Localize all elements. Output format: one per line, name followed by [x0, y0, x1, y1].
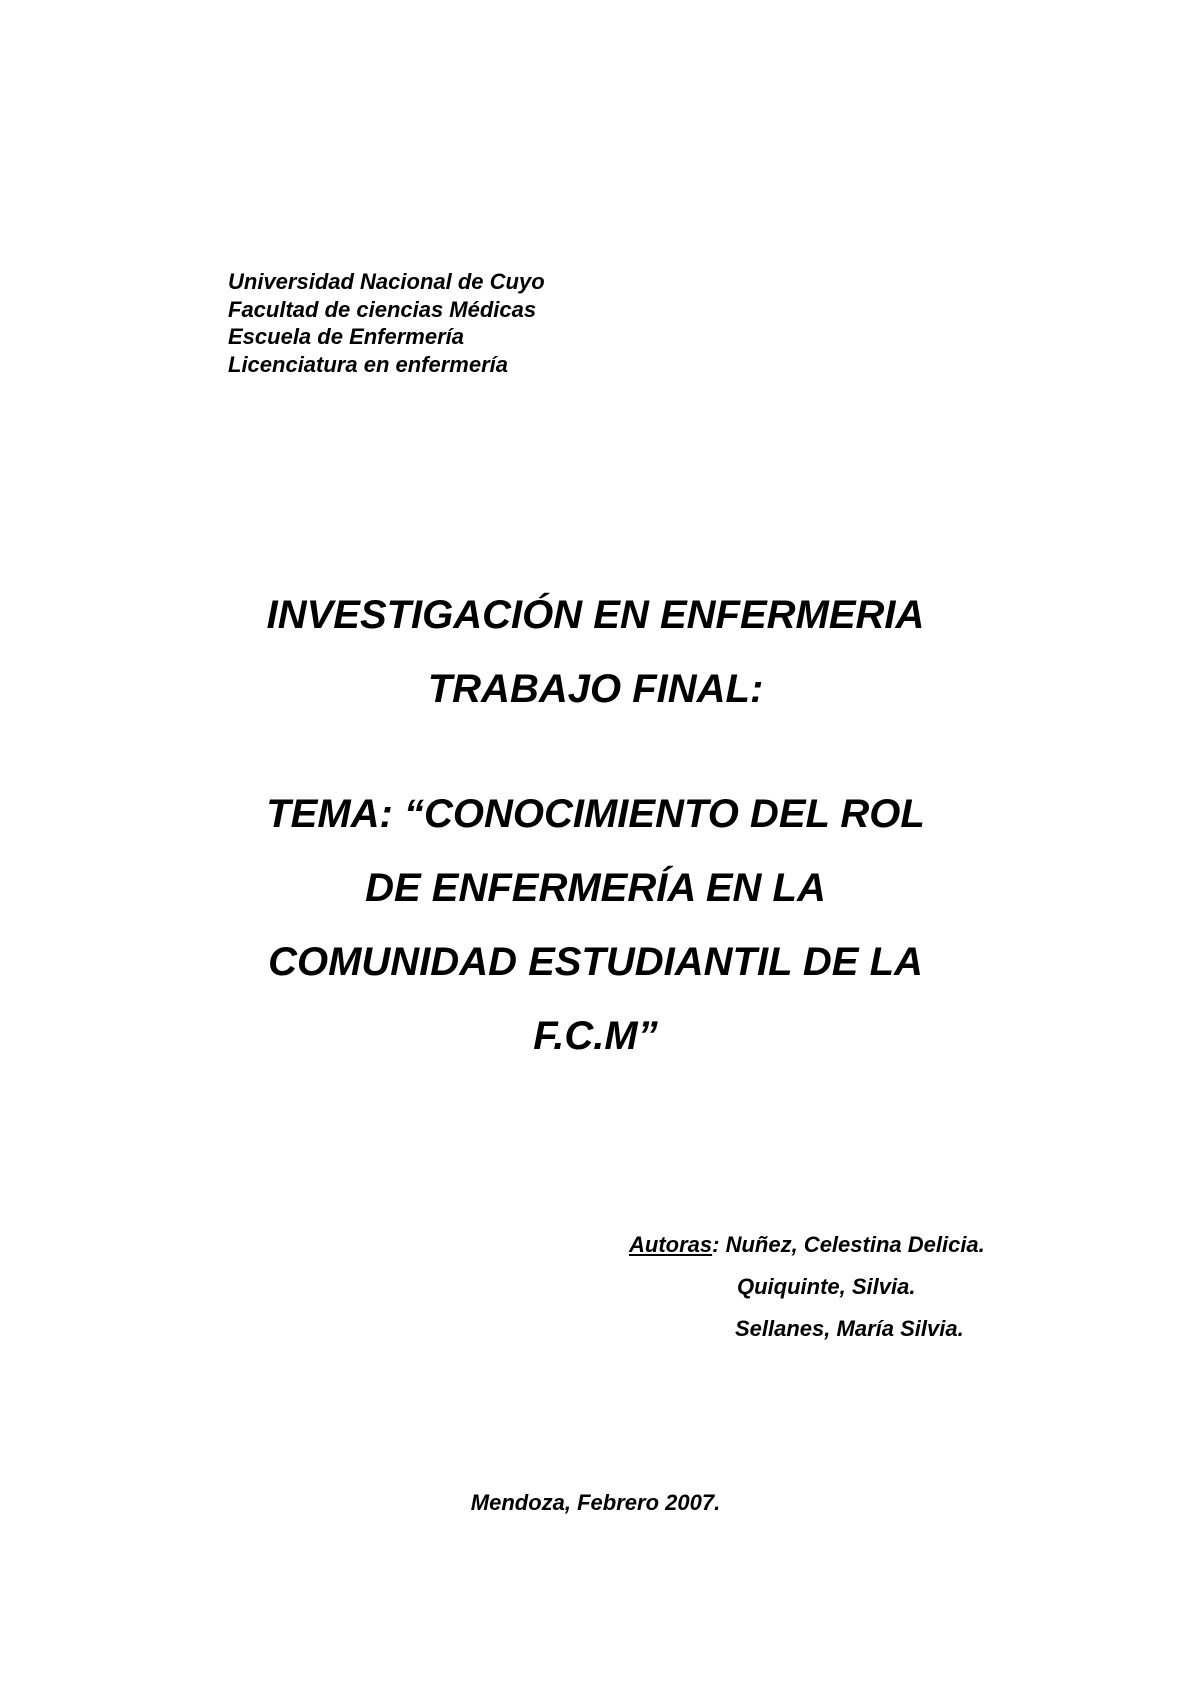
authors-block	[629, 1232, 985, 1258]
topic-heading	[0, 777, 1191, 1073]
author-name: Quiquinte, Silvia.	[737, 1274, 916, 1299]
author-name: Sellanes, María Silvia.	[735, 1316, 964, 1341]
author-name: Nuñez, Celestina Delicia.	[725, 1232, 985, 1257]
topic-line-1: TEMA: “CONOCIMIENTO DEL ROL	[266, 792, 925, 836]
institution-block	[228, 268, 545, 378]
faculty-name: Facultad de ciencias Médicas	[228, 296, 537, 322]
university-name: Universidad Nacional de Cuyo	[228, 269, 545, 294]
topic-line-2: DE ENFERMERÍA EN LA	[365, 866, 826, 910]
work-type: TRABAJO FINAL:	[427, 667, 764, 711]
course-title: INVESTIGACIÓN EN ENFERMERIA	[266, 593, 925, 637]
school-name: Escuela de Enfermería	[228, 324, 465, 349]
authors-label: Autoras	[629, 1232, 713, 1257]
topic-line-3: COMUNIDAD ESTUDIANTIL DE LA	[268, 940, 923, 984]
topic-line-4: F.C.M”	[533, 1014, 658, 1058]
course-heading	[0, 578, 1191, 726]
place-date: Mendoza, Febrero 2007.	[470, 1490, 721, 1515]
authors-separator: :	[712, 1232, 720, 1257]
degree-name: Licenciatura en enfermería	[228, 351, 509, 377]
